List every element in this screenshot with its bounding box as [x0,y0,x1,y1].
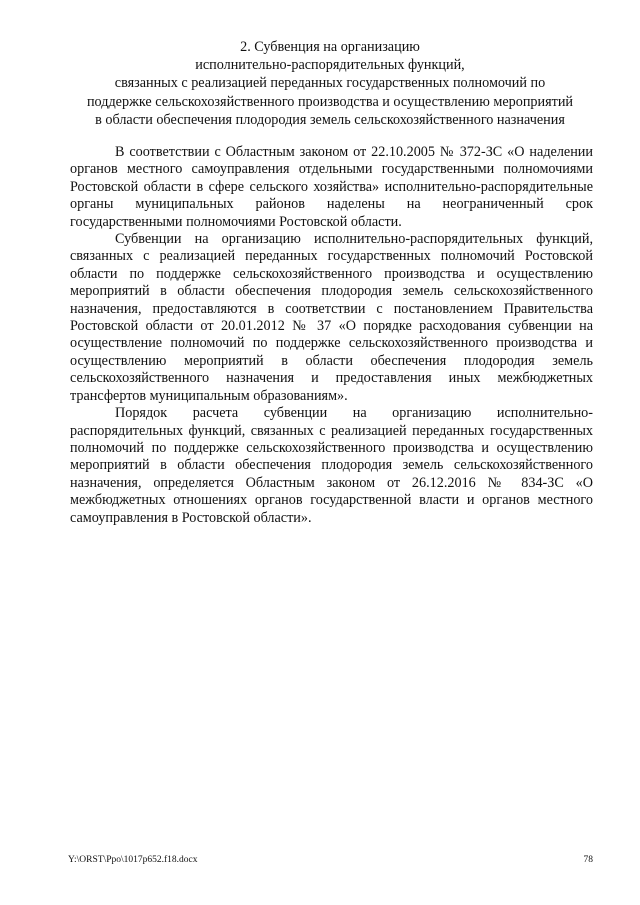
paragraph: Порядок расчета субвенции на организацию исполнительно-распорядительных функций, связанных с реализацией переданных государственных полномочий по поддержке сельскохозяйственного производства и осуществлению мероприятий в области обеспечения плодородия земель сельскохозяйственного назначения, определяется Областным законом от 26.12.2016 № 834-ЗС «О межбюджетных отношениях органов государственной власти и органов местного самоуправления в Ростовской области». [70,405,593,526]
paragraph: Субвенции на организацию исполнительно-распорядительных функций, связанных с реализацией переданных государственных полномочий Ростовской области по поддержке сельскохозяйственного производства и осуществлению мероприятий в области обеспечения плодородия земель сельскохозяйственного назначения, предоставляются в соответствии с постановлением Правительства Ростовской области от 20.01.2012 № 37 «О порядке расходования субвенции на осуществление полномочий по поддержке сельскохозяйственного производства и осуществлению мероприятий в области обеспечения плодородия земель сельскохозяйственного назначения и предоставления иных межбюджетных трансфертов муниципальным образованиям». [70,231,593,404]
footer-file-path: Y:\ORST\Ppo\1017p652.f18.docx [68,855,198,865]
section-heading [60,38,600,129]
body-text [70,144,593,527]
paragraph: В соответствии с Областным законом от 22.10.2005 № 372-ЗС «О наделении органов местного самоуправления отдельными государственными полномочиями Ростовской области в сфере сельского хозяйства» исполнительно-распорядительные органы муниципальных районов наделены на неограниченный срок государственными полномочиями Ростовской области. [70,144,593,230]
heading-line: исполнительно-распорядительных функций, [195,57,465,74]
heading-line: в области обеспечения плодородия земель сельскохозяйственного назначения [95,111,565,128]
heading-line: 2. Субвенция на организацию [240,39,420,55]
footer-page-number: 78 [583,855,593,865]
heading-line: поддержке сельскохозяйственного производства и осуществлению мероприятий [86,93,574,110]
heading-line: связанных с реализацией переданных государственных полномочий по [114,75,546,92]
